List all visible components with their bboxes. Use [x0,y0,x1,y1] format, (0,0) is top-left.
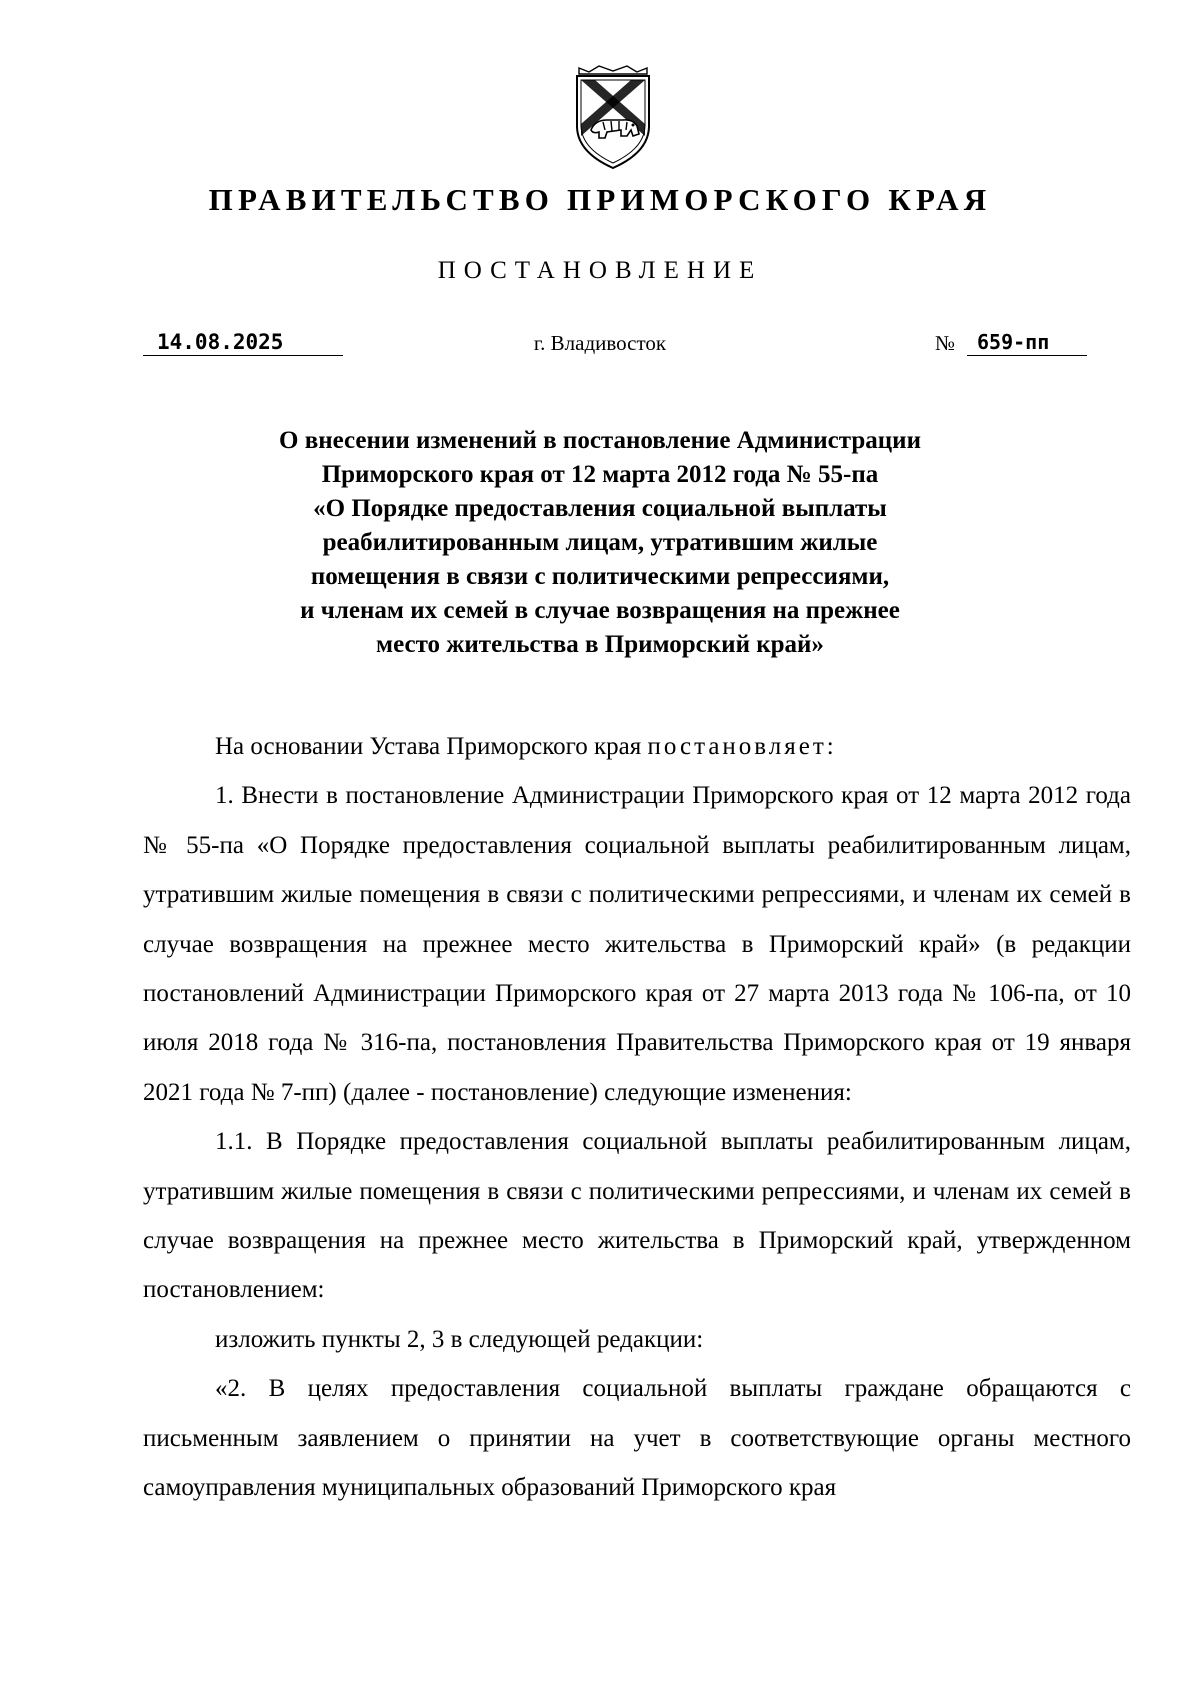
preamble-text: На основании Устава Приморского края [215,733,648,760]
coat-of-arms-icon [573,64,653,172]
document-body [143,722,1131,1513]
document-title [200,424,1000,662]
body-paragraph-1-1: 1.1. В Порядке предоставления социальной выплаты реабилитированным лицам, утратившим жилые помещения в связи с политическими репрессиями, и членам их семей в случае возвращения на прежнее место жительства в Приморский край, утвержденном постановлением: [143,1128,1131,1304]
body-paragraph-preamble [143,722,1131,771]
title-line: «О Порядке предоставления социальной выплаты [313,495,887,522]
title-line: помещения в связи с политическими репрессиями, [310,563,890,590]
title-line: реабилитированным лицам, утратившим жилые [322,529,878,556]
title-line: Приморского края от 12 марта 2012 года № 55-па [321,461,879,488]
resolves-keyword: постановляет [647,733,827,760]
title-line: О внесении изменений в постановление Администрации [279,427,921,454]
government-name: ПРАВИТЕЛЬСТВО ПРИМОРСКОГО КРАЯ [208,182,992,217]
document-number: 659-пп [967,329,1087,356]
document-type: ПОСТАНОВЛЕНИЕ [437,257,763,284]
body-paragraph-1: 1. Внести в постановление Администрации Приморского края от 12 марта 2012 года № 55-па «О Порядке предоставления социальной выплаты реабилитированным лицам, утратившим жилые помещения в связи с политическими репрессиями, и членам их семей в случае возвращения на прежнее место жительства в Приморский край» (в редакции постановлений Администрации Приморского края от 27 марта 2013 года № 106-па, от 10 июля 2018 года № 316-па, постановления Правительства Приморского края от 19 января 2021 года № 7-пп) (далее - постановление) следующие изменения: [143,782,1131,1106]
preamble-colon: : [826,733,834,760]
body-paragraph-2: «2. В целях предоставления социальной выплаты граждане обращаются с письменным заявлением о принятии на учет в соответствующие органы местного самоуправления муниципальных образований Приморского края [143,1375,1131,1502]
document-city: г. Владивосток [533,331,667,355]
document-date: 14.08.2025 [143,329,343,356]
number-label: № [935,331,956,355]
title-line: и членам их семей в случае возвращения на прежнее [300,597,900,624]
title-line: место жительства в Приморский край» [376,631,824,658]
body-paragraph-instruction: изложить пункты 2, 3 в следующей редакции: [215,1325,704,1353]
